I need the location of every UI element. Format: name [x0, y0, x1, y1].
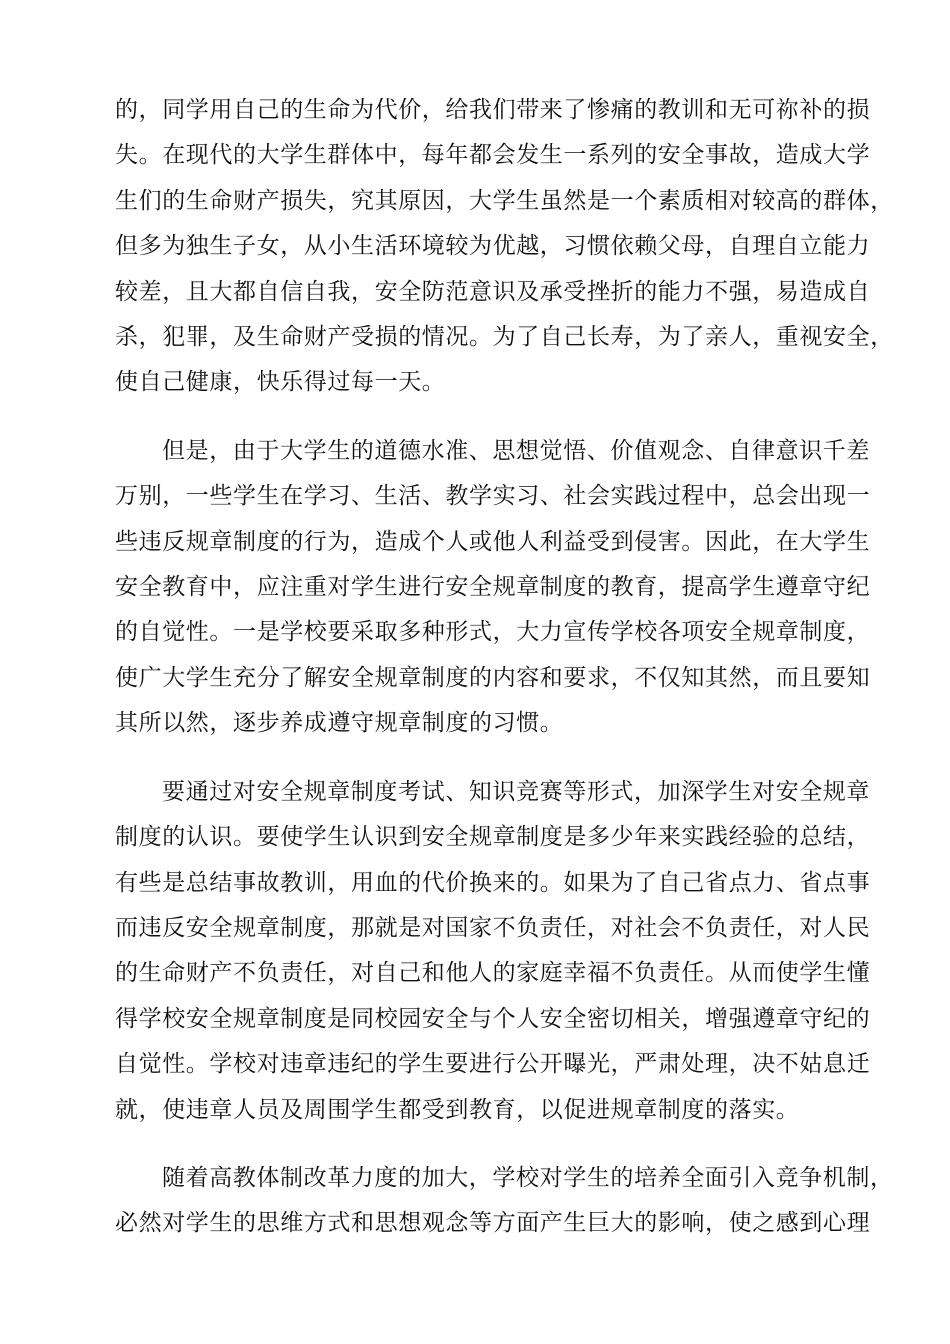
text-line: 而违反安全规章制度，那就是对国家不负责任，对社会不负责任，对人民 [115, 914, 871, 941]
paragraph-4 [115, 1156, 894, 1247]
text-line: 杀，犯罪，及生命财产受损的情况。为了自己长寿，为了亲人，重视安全， [115, 324, 894, 351]
text-line: 但多为独生子女，从小生活环境较为优越，习惯依赖父母，自理自立能力 [115, 233, 871, 260]
text-line: 生们的生命财产损失，究其原因，大学生虽然是一个素质相对较高的群体， [115, 187, 894, 214]
text-line: 的，同学用自己的生命为代价，给我们带来了惨痛的教训和无可祢补的损 [115, 97, 871, 123]
text-line: 些违反规章制度的行为，造成个人或他人利益受到侵害。因此，在大学生 [115, 528, 871, 555]
text-line: 失。在现代的大学生群体中，每年都会发生一系列的安全事故，造成大学 [115, 142, 871, 169]
text-line: 有些是总结事故教训，用血的代价换来的。如果为了自己省点力、省点事 [115, 869, 871, 896]
paragraph-1 [115, 88, 894, 406]
text-line: 要通过对安全规章制度考试、知识竞赛等形式，加深学生对安全规章 [162, 778, 870, 805]
text-line: 万别，一些学生在学习、生活、教学实习、社会实践过程中，总会出现一 [115, 483, 871, 510]
text-line: 的自觉性。一是学校要采取多种形式，大力宣传学校各项安全规章制度， [115, 619, 871, 646]
paragraph-3 [115, 770, 871, 1133]
text-line: 随着高教体制改革力度的加大，学校对学生的培养全面引入竞争机制， [162, 1164, 894, 1191]
text-line: 自觉性。学校对违章违纪的学生要进行公开曝光，严肃处理，决不姑息迁 [115, 1051, 871, 1078]
text-line: 但是，由于大学生的道德水准、思想觉悟、价值观念、自律意识千差 [162, 437, 870, 464]
text-line: 使广大学生充分了解安全规章制度的内容和要求，不仅知其然，而且要知 [115, 664, 871, 691]
text-line: 就，使违章人员及周围学生都受到教育，以促进规章制度的落实。 [115, 1096, 800, 1123]
text-line: 的生命财产不负责任，对自己和他人的家庭幸福不负责任。从而使学生懂 [115, 960, 871, 987]
text-line: 使自己健康，快乐得过每一天。 [115, 369, 446, 396]
text-line: 较差，且大都自信自我，安全防范意识及承受挫折的能力不强，易造成自 [115, 278, 871, 305]
text-line: 必然对学生的思维方式和思想观念等方面产生巨大的影响，使之感到心理 [115, 1210, 871, 1237]
text-line: 制度的认识。要使学生认识到安全规章制度是多少年来实践经验的总结， [115, 824, 871, 851]
text-line: 得学校安全规章制度是同校园安全与个人安全密切相关，增强遵章守纪的 [115, 1005, 871, 1032]
text-line: 其所以然，逐步养成遵守规章制度的习惯。 [115, 710, 564, 737]
paragraph-2 [115, 429, 871, 747]
document-body [115, 88, 894, 1270]
text-line: 安全教育中，应注重对学生进行安全规章制度的教育，提高学生遵章守纪 [115, 574, 871, 601]
